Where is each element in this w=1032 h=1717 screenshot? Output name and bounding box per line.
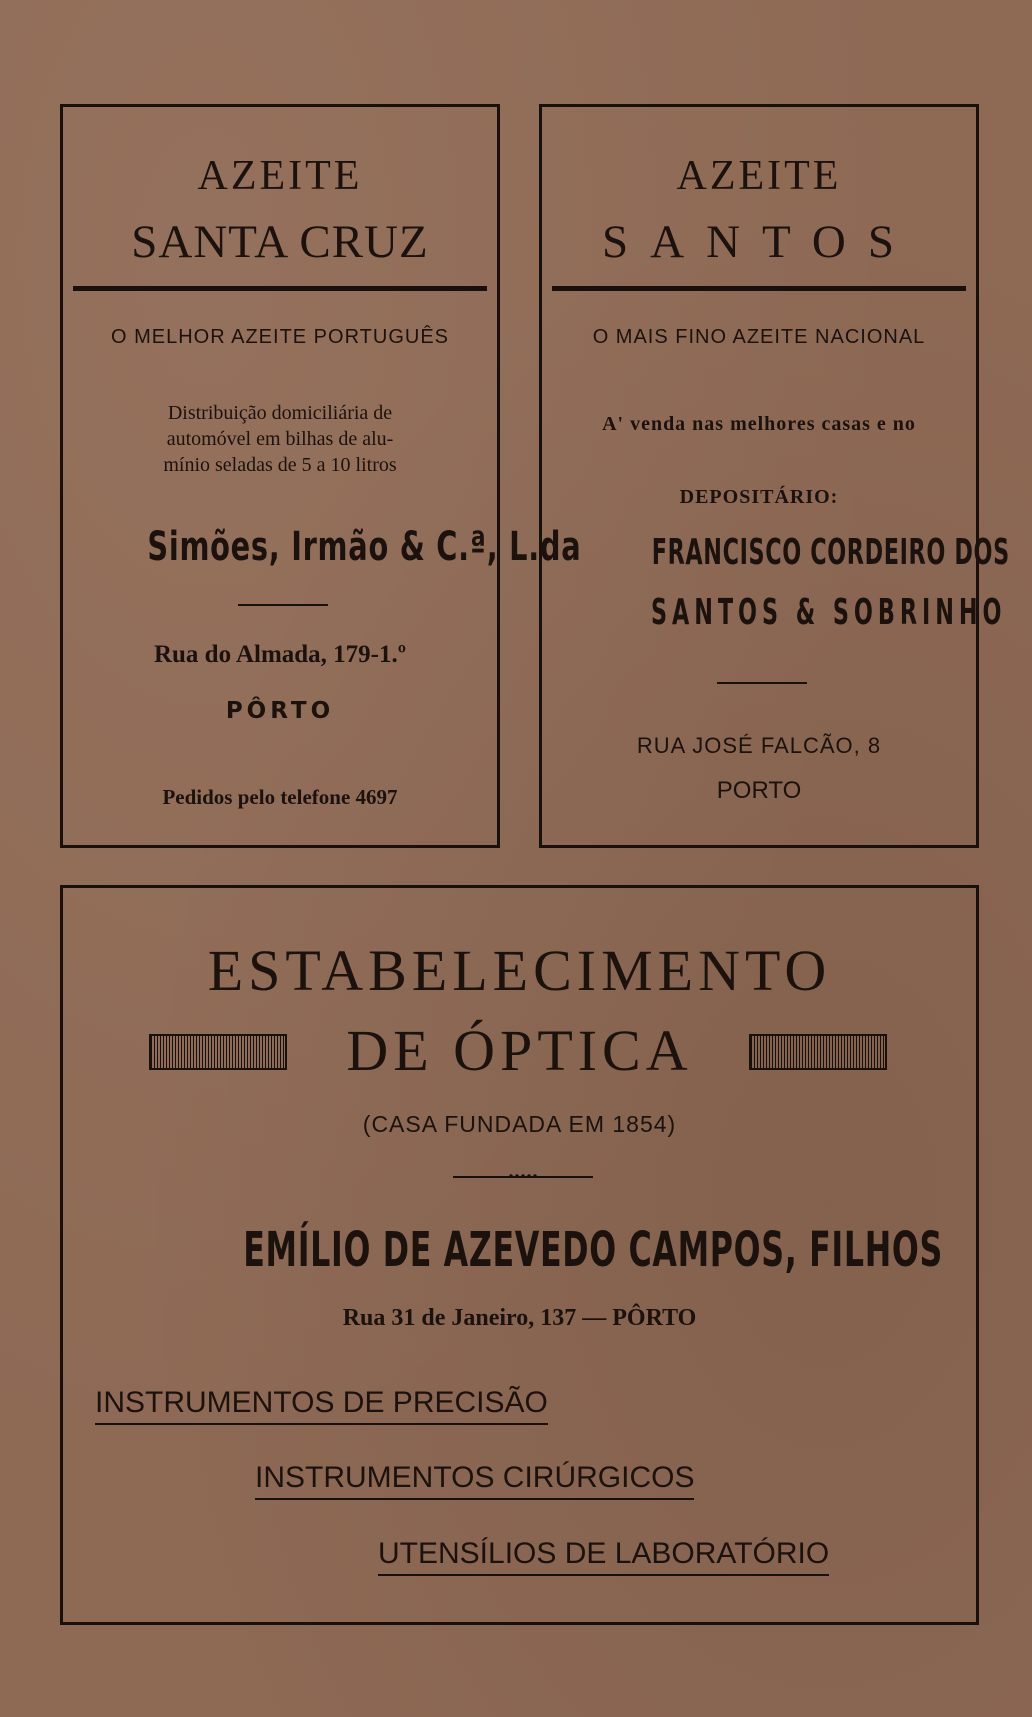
ad-azeite-santa-cruz — [60, 104, 582, 848]
availability-note: A' venda nas melhores casas e no — [602, 413, 916, 435]
depot-label: DEPOSITÁRIO: — [679, 486, 839, 508]
founded-note: (CASA FUNDADA EM 1854) — [362, 1111, 677, 1137]
product-heading: AZEITE — [676, 153, 842, 199]
brand-name: SANTA CRUZ — [131, 216, 429, 268]
service-item: UTENSÍLIOS DE LABORATÓRIO — [378, 1539, 829, 1576]
address: RUA JOSÉ FALCÃO, 8 — [636, 733, 882, 758]
slogan: O MAIS FINO AZEITE NACIONAL — [592, 326, 926, 348]
ad-azeite-santos — [539, 104, 1010, 848]
service-item: INSTRUMENTOS CIRÚRGICOS — [255, 1463, 694, 1500]
description-line-1: Distribuição domiciliária de — [167, 402, 393, 424]
service-item: INSTRUMENTOS DE PRECISÃO — [95, 1388, 548, 1425]
city: PÔRTO — [225, 698, 335, 724]
brand-underline — [73, 286, 487, 291]
title-line-1: ESTABELECIMENTO — [207, 938, 832, 1003]
company-name: Simões, Irmão & C.ª, L.da — [147, 524, 582, 570]
city: PORTO — [716, 777, 802, 804]
company-name-line-2: SANTOS & SOBRINHO — [650, 592, 1007, 633]
brand-underline — [552, 286, 966, 291]
ornament-right — [749, 1034, 887, 1070]
ad-optica — [60, 885, 979, 1625]
divider — [238, 604, 328, 606]
description-line-3: mínio seladas de 5 a 10 litros — [163, 454, 397, 476]
address: Rua do Almada, 179-1.º — [153, 641, 407, 668]
address: Rua 31 de Janeiro, 137 — PÔRTO — [342, 1305, 697, 1331]
company-name-line-1: FRANCISCO CORDEIRO DOS — [651, 532, 1010, 573]
description-line-2: automóvel em bilhas de alu- — [166, 428, 394, 450]
divider — [717, 682, 807, 684]
title-line-2: DE ÓPTICA — [346, 1018, 693, 1083]
brand-name: SANTOS — [602, 216, 916, 268]
company-name: EMÍLIO DE AZEVEDO CAMPOS, FILHOS — [243, 1222, 943, 1278]
phone-line: Pedidos pelo telefone 4697 — [162, 785, 398, 809]
product-heading: AZEITE — [197, 153, 363, 199]
divider-dots — [508, 1172, 538, 1180]
slogan: O MELHOR AZEITE PORTUGUÊS — [110, 326, 450, 348]
